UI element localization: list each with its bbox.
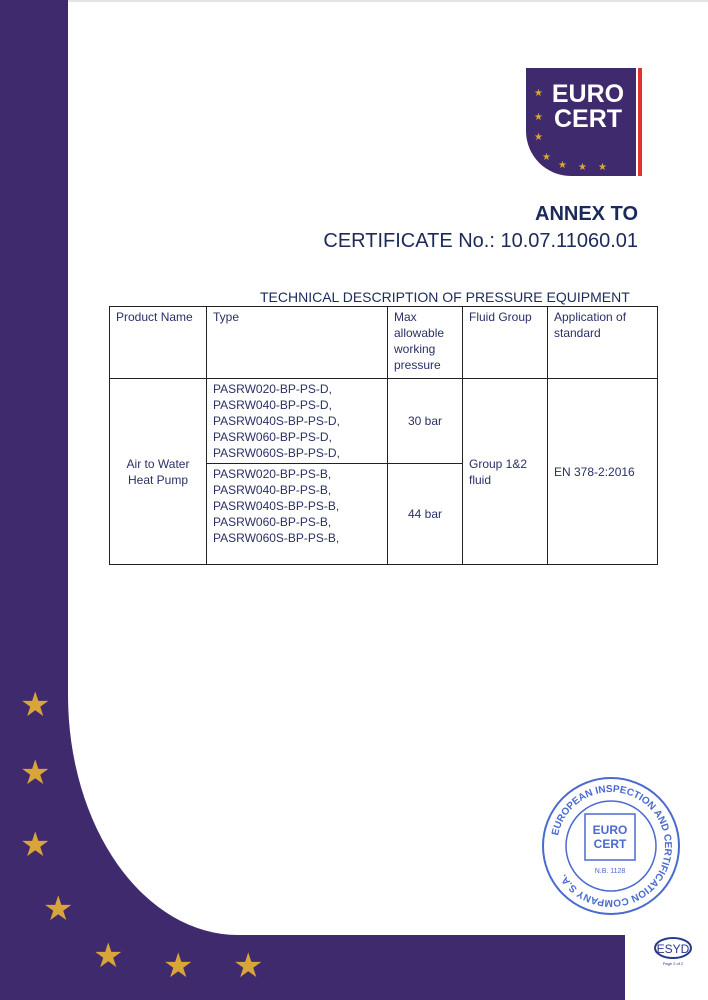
star-icon: ★ — [233, 947, 264, 985]
star-icon: ★ — [93, 937, 124, 975]
standard: EN 378-2:2016 — [548, 379, 658, 565]
svg-text:EURO: EURO — [592, 823, 628, 837]
esyd-logo: ESYD Page 2 of 2 — [640, 932, 706, 998]
star-icon: ★ — [20, 826, 51, 864]
svg-text:CERT: CERT — [593, 837, 627, 851]
pressure-equipment-table — [109, 306, 658, 565]
fluid-group: Group 1&2 fluid — [463, 379, 548, 565]
star-icon: ★ — [163, 947, 194, 985]
table-caption: TECHNICAL DESCRIPTION OF PRESSURE EQUIPMENT — [260, 289, 630, 305]
svg-text:N.B. 1128: N.B. 1128 — [594, 868, 626, 875]
product-name: Air to Water Heat Pump — [110, 379, 207, 565]
star-icon: ★ — [20, 686, 51, 724]
annex-title: ANNEX TO — [535, 203, 638, 225]
table-row — [110, 379, 658, 464]
type-list: PASRW020-BP-PS-D, PASRW040-BP-PS-D, PASRW040S-BP-PS-D, PASRW060-BP-PS-D, PASRW060S-BP-PS-D, — [207, 379, 388, 464]
eurocert-logo: EURO CERT ★ ★ ★ ★ ★ ★ ★ — [526, 68, 636, 176]
star-icon: ★ — [43, 890, 74, 928]
svg-text:ESYD: ESYD — [656, 942, 690, 956]
pressure: 44 bar — [388, 464, 463, 565]
pressure: 30 bar — [388, 379, 463, 464]
certificate-number: CERTIFICATE No.: 10.07.11060.01 — [323, 230, 638, 252]
company-stamp — [541, 776, 681, 916]
svg-text:EUROPEAN INSPECTION AND CERTIF: EUROPEAN INSPECTION AND CERTIFICATION COMPANY S.A. — [550, 783, 674, 909]
type-list: PASRW020-BP-PS-B, PASRW040-BP-PS-B, PASRW040S-BP-PS-B, PASRW060-BP-PS-B, PASRW060S-BP-PS-B, — [207, 464, 388, 565]
table-header-row: Product Name Type Max allowable working pressure Fluid Group Application of standard — [110, 307, 658, 379]
star-icon: ★ — [20, 754, 51, 792]
